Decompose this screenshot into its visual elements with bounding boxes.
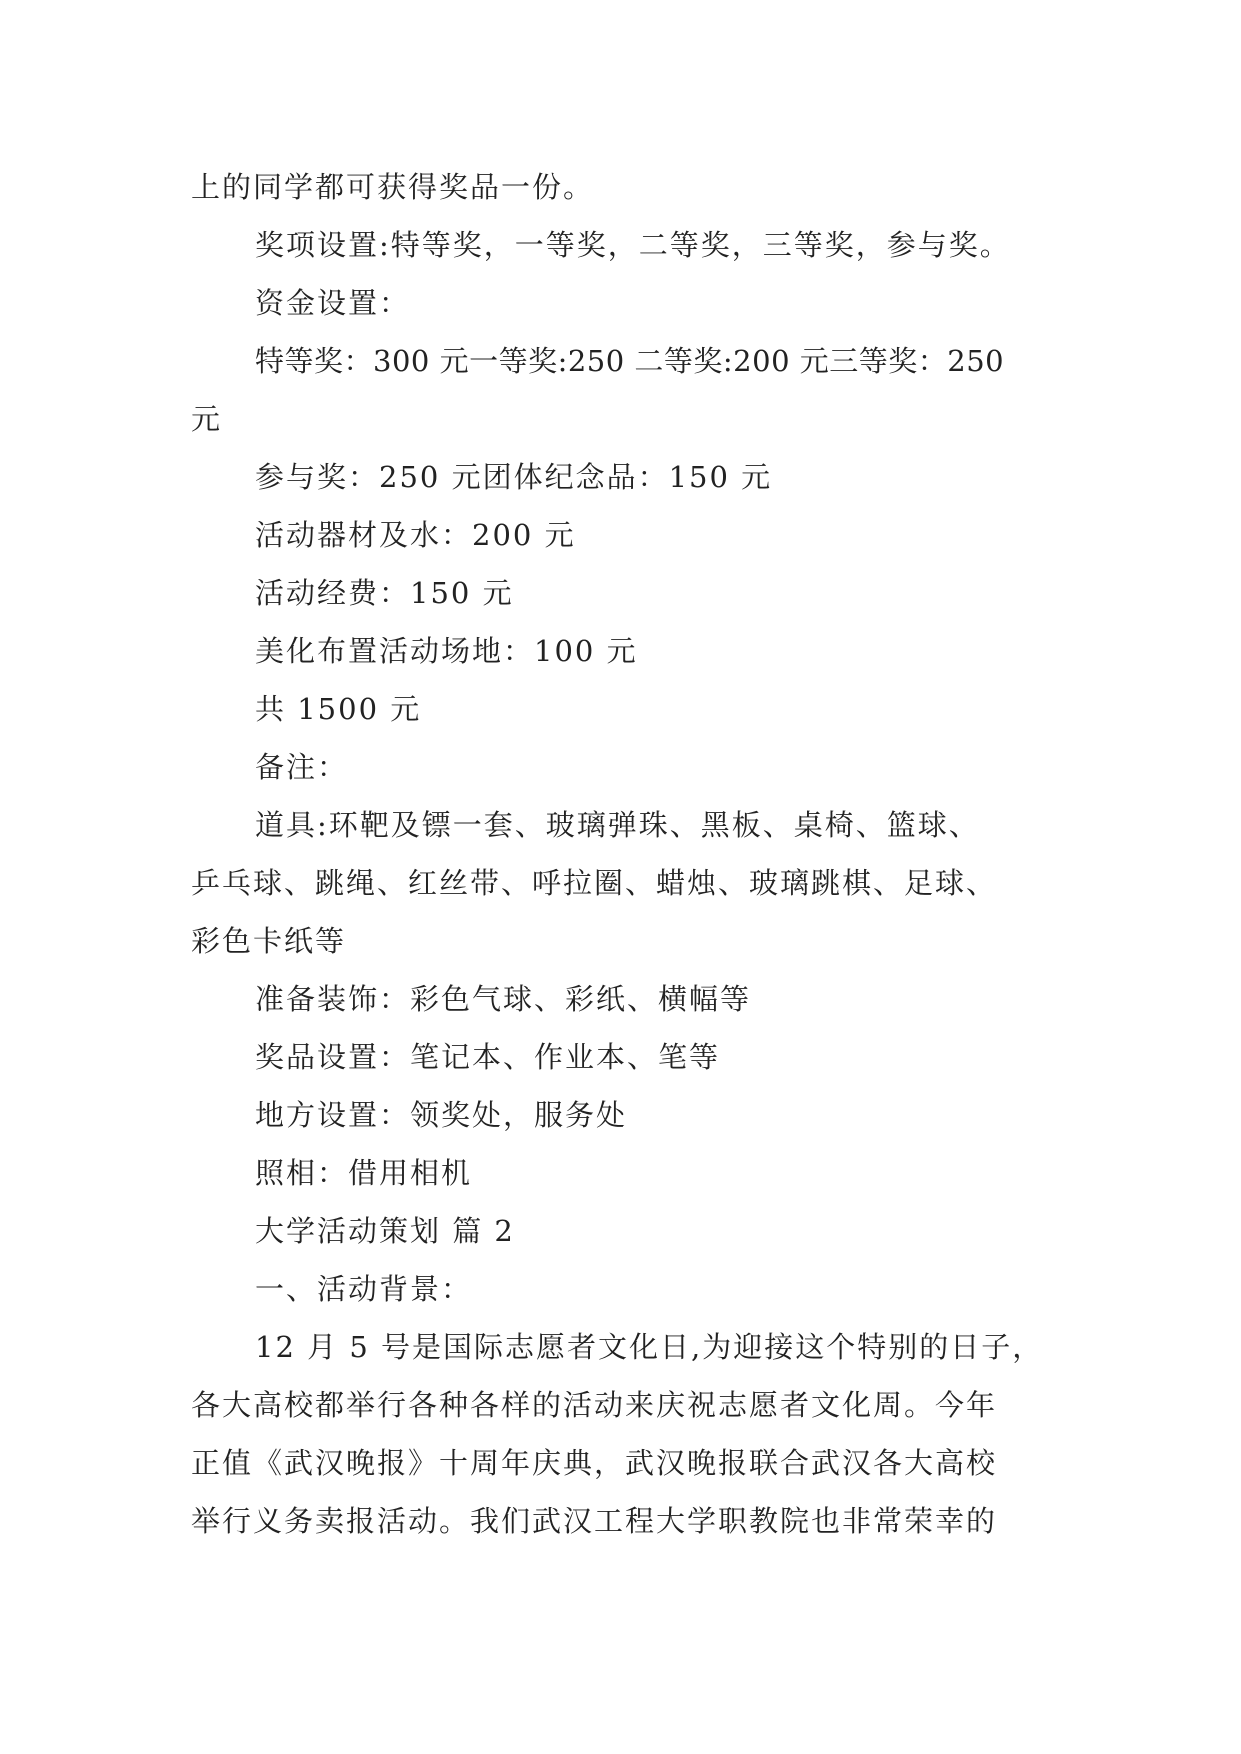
paragraph-line: 乒乓球、跳绳、红丝带、呼拉圈、蜡烛、玻璃跳棋、足球、 <box>191 866 998 900</box>
paragraph-line: 参与奖：250 元团体纪念品：150 元 <box>255 460 773 494</box>
paragraph-line: 举行义务卖报活动。我们武汉工程大学职教院也非常荣幸的 <box>191 1504 998 1538</box>
paragraph-line: 奖品设置：笔记本、作业本、笔等 <box>255 1040 721 1074</box>
section-heading: 大学活动策划 篇 2 <box>255 1214 515 1248</box>
paragraph-line: 照相：借用相机 <box>255 1156 473 1190</box>
paragraph-line: 特等奖：300 元一等奖:250 二等奖:200 元三等奖：250 <box>255 344 1005 378</box>
document-body <box>191 158 1071 1550</box>
paragraph-line: 元 <box>191 402 223 436</box>
paragraph-line: 活动经费：150 元 <box>255 576 514 610</box>
paragraph-line: 共 1500 元 <box>255 692 422 726</box>
paragraph-line: 奖项设置:特等奖，一等奖，二等奖，三等奖，参与奖。 <box>255 228 1011 262</box>
paragraph-line: 道具:环靶及镖一套、玻璃弹珠、黑板、桌椅、篮球、 <box>255 808 980 842</box>
paragraph-line: 备注： <box>255 750 349 784</box>
paragraph-line: 正值《武汉晚报》十周年庆典，武汉晚报联合武汉各大高校 <box>191 1446 998 1480</box>
paragraph-line: 资金设置： <box>255 286 411 320</box>
paragraph-line: 上的同学都可获得奖品一份。 <box>191 170 595 204</box>
subsection-heading: 一、活动背景： <box>255 1272 473 1306</box>
paragraph-line: 活动器材及水：200 元 <box>255 518 576 552</box>
paragraph-line: 彩色卡纸等 <box>191 924 347 958</box>
paragraph-line: 各大高校都举行各种各样的活动来庆祝志愿者文化周。今年 <box>191 1388 998 1422</box>
paragraph-line: 12 月 5 号是国际志愿者文化日,为迎接这个特别的日子， <box>255 1330 1044 1364</box>
paragraph-line: 地方设置：领奖处，服务处 <box>255 1098 628 1132</box>
paragraph-line: 美化布置活动场地：100 元 <box>255 634 638 668</box>
paragraph-line: 准备装饰：彩色气球、彩纸、横幅等 <box>255 982 752 1016</box>
